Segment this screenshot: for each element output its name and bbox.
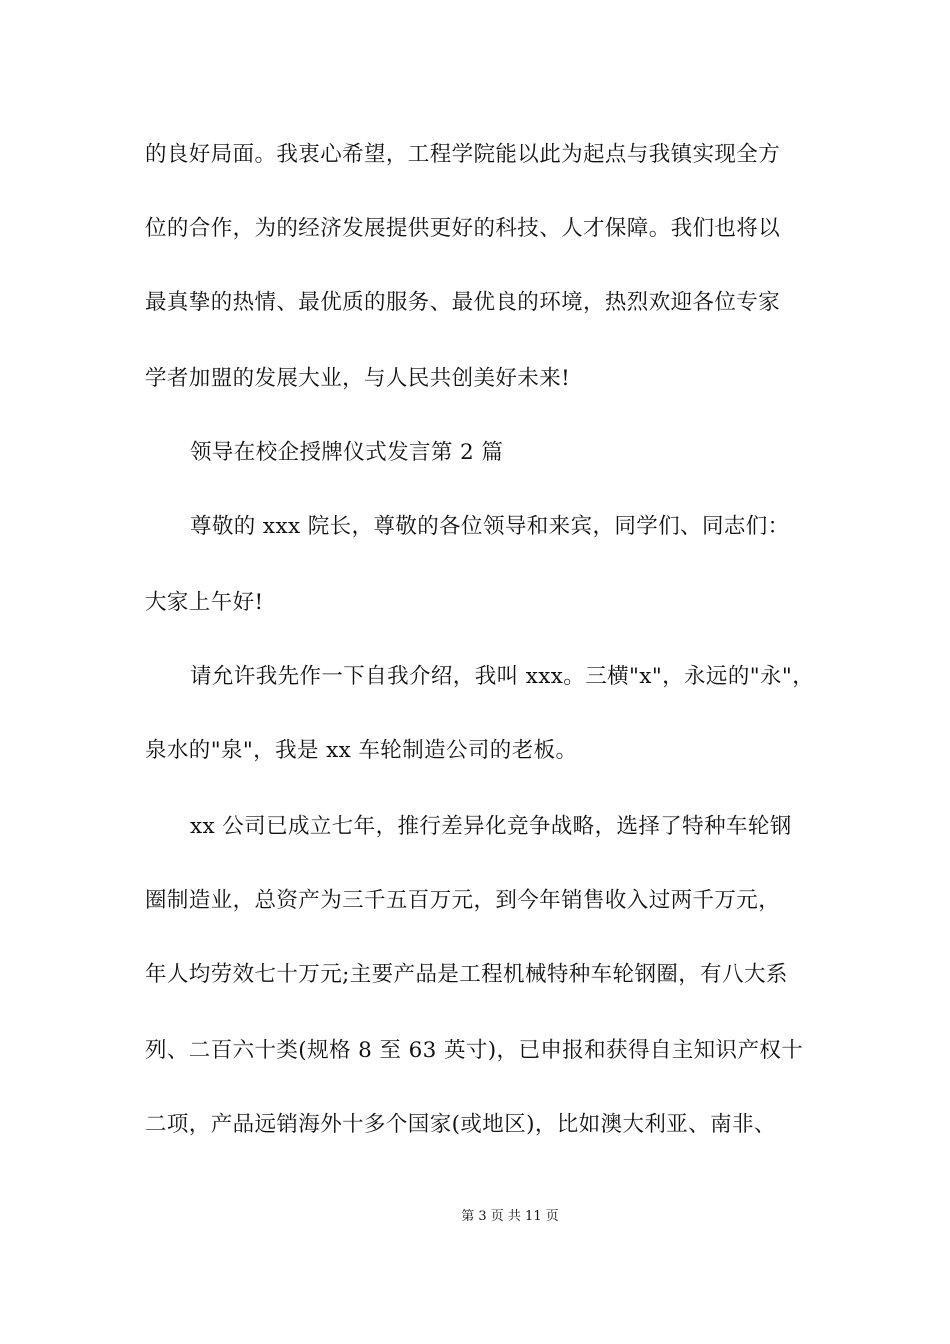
- greeting-line: 大家上午好!: [145, 590, 264, 615]
- paragraph-line: 二项，产品远销海外十多个国家(或地区)，比如澳大利亚、南非、: [145, 1112, 776, 1137]
- paragraph-line: 请允许我先作一下自我介绍，我叫 xxx。三横"x"，永远的"永"，: [190, 664, 815, 689]
- page-number-footer: 第 3 页 共 11 页: [461, 1209, 559, 1224]
- paragraph-line: 列、二百六十类(规格 8 至 63 英寸)，已申报和获得自主知识产权十: [145, 1038, 804, 1063]
- paragraph-line: xx 公司已成立七年，推行差异化竞争战略，选择了特种车轮钢: [190, 814, 792, 839]
- paragraph-line: 年人均劳效七十万元;主要产品是工程机械特种车轮钢圈，有八大系: [145, 962, 788, 987]
- salutation-line: 尊敬的 xxx 院长，尊敬的各位领导和来宾，同学们、同志们：: [190, 514, 790, 539]
- paragraph-line: 泉水的"泉"，我是 xx 车轮制造公司的老板。: [145, 738, 578, 763]
- paragraph-line: 位的合作，为的经济发展提供更好的科技、人才保障。我们也将以: [145, 216, 781, 241]
- paragraph-line: 最真挚的热情、最优质的服务、最优良的环境，热烈欢迎各位专家: [145, 290, 781, 315]
- paragraph-line: 圈制造业，总资产为三千五百万元，到今年销售收入过两千万元，: [145, 888, 781, 913]
- paragraph-line: 的良好局面。我衷心希望，工程学院能以此为起点与我镇实现全方: [145, 142, 781, 167]
- section-heading: 领导在校企授牌仪式发言第 2 篇: [190, 440, 504, 465]
- paragraph-line: 学者加盟的发展大业，与人民共创美好未来!: [145, 366, 571, 391]
